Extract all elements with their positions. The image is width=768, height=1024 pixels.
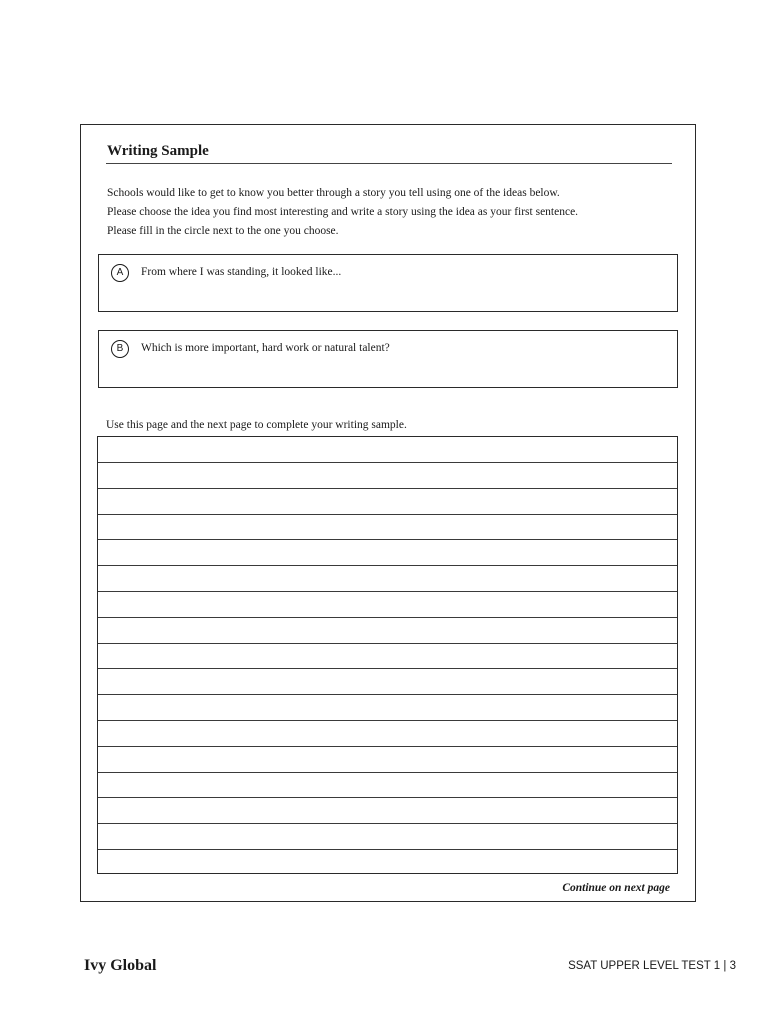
section-title: Writing Sample	[107, 143, 209, 159]
writing-line	[98, 849, 677, 850]
page-footer	[568, 960, 736, 972]
writing-line	[98, 720, 677, 721]
footer-separator: |	[723, 960, 727, 972]
writing-line	[98, 797, 677, 798]
writing-line	[98, 617, 677, 618]
writing-line	[98, 772, 677, 773]
instructions	[107, 184, 677, 241]
writing-line	[98, 643, 677, 644]
writing-line	[98, 694, 677, 695]
writing-line	[98, 668, 677, 669]
writing-line	[98, 462, 677, 463]
writing-line	[98, 565, 677, 566]
writing-line	[98, 746, 677, 747]
page-number: 3	[729, 960, 736, 972]
writing-line	[98, 591, 677, 592]
writing-line	[98, 488, 677, 489]
writing-line	[98, 514, 677, 515]
instruction-line-3: Please fill in the circle next to the one you choose.	[107, 225, 339, 237]
writing-line	[98, 539, 677, 540]
brand-logo: Ivy Global	[84, 957, 157, 974]
option-b-prompt: Which is more important, hard work or natural talent?	[141, 342, 390, 354]
title-divider	[106, 163, 672, 164]
option-a-prompt: From where I was standing, it looked like...	[141, 266, 342, 278]
writing-instruction: Use this page and the next page to complete your writing sample.	[106, 419, 407, 431]
continue-note: Continue on next page	[562, 882, 670, 894]
writing-line	[98, 823, 677, 824]
writing-area[interactable]	[97, 436, 678, 874]
instruction-line-1: Schools would like to get to know you better through a story you tell using one of the ideas below.	[107, 187, 560, 199]
option-a-bubble[interactable]: A	[111, 264, 129, 282]
instruction-line-2: Please choose the idea you find most interesting and write a story using the idea as your first sentence.	[107, 206, 579, 218]
test-label: SSAT UPPER LEVEL TEST 1	[568, 960, 721, 972]
option-a-box[interactable]	[98, 254, 678, 312]
option-b-bubble[interactable]: B	[111, 340, 129, 358]
option-b-box[interactable]	[98, 330, 678, 388]
